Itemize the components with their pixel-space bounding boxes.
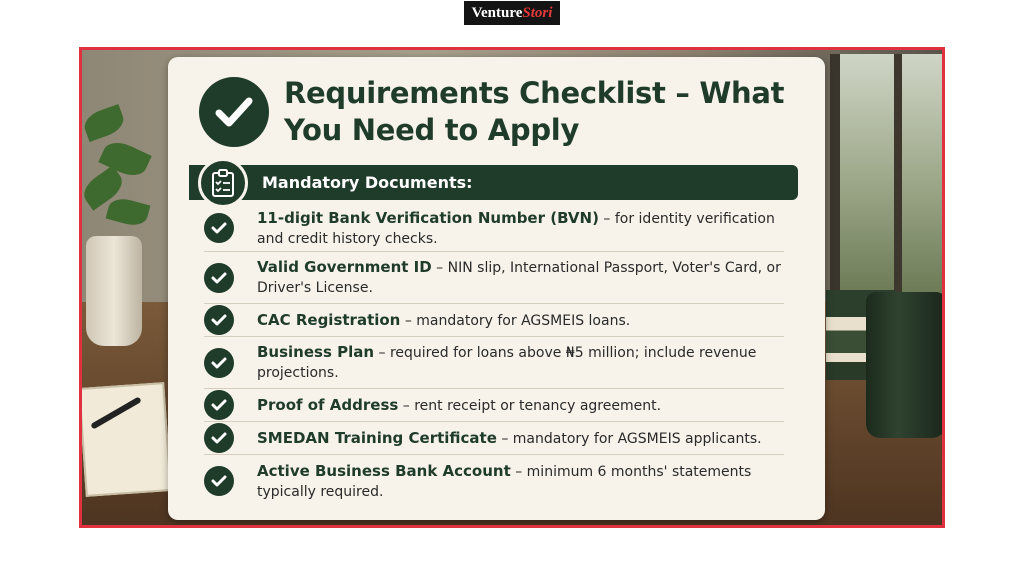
check-icon xyxy=(204,423,234,453)
section-title: Mandatory Documents: xyxy=(262,173,473,192)
item-label: SMEDAN Training Certificate xyxy=(257,428,497,447)
infographic-frame xyxy=(79,47,945,528)
item-description: – required for loans above ₦5 million; include revenue projections. xyxy=(257,345,757,381)
coffee-mug xyxy=(866,292,942,438)
notebook xyxy=(82,382,172,497)
brand-name-part2: Stori xyxy=(522,4,553,21)
check-icon xyxy=(204,390,234,420)
checkmark-circle-icon xyxy=(199,77,269,147)
item-label: 11-digit Bank Verification Number (BVN) xyxy=(257,208,599,227)
item-label: CAC Registration xyxy=(257,310,401,329)
requirements-list xyxy=(204,205,784,507)
item-description: – NIN slip, International Passport, Voter's Card, or Driver's License. xyxy=(257,260,781,296)
list-item xyxy=(204,422,784,455)
item-description: – for identity verification and credit history checks. xyxy=(257,210,775,247)
checklist-card xyxy=(168,57,825,520)
brand-logo[interactable] xyxy=(464,1,560,25)
clipboard-checklist-icon xyxy=(198,158,248,208)
plant-pot xyxy=(86,236,142,346)
list-item xyxy=(204,252,784,304)
item-text xyxy=(257,257,784,298)
check-icon xyxy=(204,263,234,293)
item-description: – rent receipt or tenancy agreement. xyxy=(398,397,662,414)
check-icon xyxy=(204,305,234,335)
item-text xyxy=(257,310,630,331)
item-text xyxy=(257,395,661,416)
check-icon xyxy=(204,348,234,378)
item-description: – minimum 6 months' statements typically required. xyxy=(257,463,752,500)
list-item xyxy=(204,389,784,422)
brand-name-part1: Venture xyxy=(471,4,523,21)
item-text xyxy=(257,428,762,449)
section-header xyxy=(189,165,798,200)
item-label: Valid Government ID xyxy=(257,258,432,276)
item-label: Proof of Address xyxy=(257,395,399,414)
item-label: Active Business Bank Account xyxy=(257,461,511,480)
item-text xyxy=(257,342,784,383)
list-item xyxy=(204,205,784,252)
item-text xyxy=(257,208,784,249)
list-item xyxy=(204,304,784,337)
window xyxy=(830,54,942,324)
page-title: Requirements Checklist – What You Need to Apply xyxy=(284,76,785,147)
item-label: Business Plan xyxy=(257,343,375,361)
item-description: – mandatory for AGSMEIS applicants. xyxy=(496,430,762,447)
item-description: – mandatory for AGSMEIS loans. xyxy=(400,312,631,329)
list-item xyxy=(204,337,784,389)
check-icon xyxy=(204,213,234,243)
check-icon xyxy=(204,466,234,496)
item-text xyxy=(257,461,784,502)
list-item xyxy=(204,455,784,507)
